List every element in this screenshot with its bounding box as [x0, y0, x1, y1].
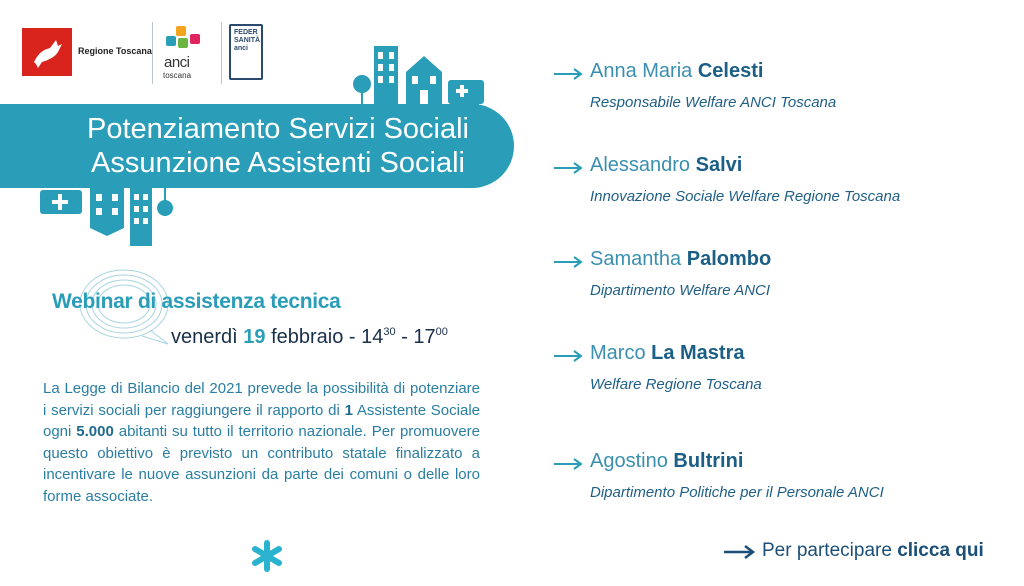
webinar-date	[171, 326, 448, 349]
arrow-right-icon	[554, 256, 584, 268]
date-prefix: venerdì	[171, 326, 244, 348]
date-month: febbraio - 14	[265, 326, 384, 348]
anci-squares-icon	[160, 24, 214, 56]
regione-toscana-label: Regione Toscana	[78, 46, 152, 56]
clicca-qui-link[interactable]: clicca qui	[897, 540, 984, 561]
date-day: 19	[243, 326, 266, 348]
federsanita-logo	[229, 24, 263, 80]
banner-title-line2: Assunzione Assistenti Sociali	[91, 147, 465, 179]
regione-toscana-logo	[22, 28, 152, 76]
speaker-name: Marco La Mastra	[590, 342, 745, 364]
logo-divider	[152, 22, 153, 84]
pegasus-flag-icon	[22, 28, 72, 76]
arrow-right-icon	[554, 350, 584, 362]
start-minutes: 30	[383, 326, 396, 338]
speaker-role: Dipartimento Politiche per il Personale ANCI	[590, 484, 884, 501]
speaker-role: Innovazione Sociale Welfare Regione Toscana	[590, 188, 901, 205]
anci-toscana-logo	[160, 24, 214, 82]
city-skyline-top-icon	[350, 44, 490, 106]
participate-link[interactable]	[724, 540, 1004, 566]
anci-sub-wordmark: toscana	[163, 71, 192, 80]
webinar-title: Webinar di assistenza tecnica	[52, 290, 341, 313]
description-paragraph: La Legge di Bilancio del 2021 prevede la possibilità di potenziare i servizi sociali per raggiungere il rapporto di 1 Assistente Sociale ogni 5.000 abitanti su tutto il territorio nazionale. Per promuovere questo obiettivo è previsto un contributo statale finalizzato a incentivare le nuove assunzioni da parte dei comuni o delle loro forme associate.	[43, 380, 480, 505]
banner-title-line1: Potenziamento Servizi Sociali	[86, 113, 469, 145]
city-skyline-bottom-icon	[38, 188, 178, 248]
end-minutes: 00	[435, 326, 448, 338]
speaker-name: Agostino Bultrini	[590, 450, 744, 472]
end-hour: - 17	[395, 326, 436, 348]
asterisk-icon	[251, 540, 283, 572]
logo-divider	[221, 22, 222, 84]
speaker-name: Alessandro Salvi	[590, 154, 743, 176]
speaker-name: Samantha Palombo	[590, 248, 772, 270]
anci-wordmark: anci	[164, 54, 190, 71]
federsanita-wordmark: FEDER SANITÀ anci	[234, 29, 261, 52]
speaker-role: Welfare Regione Toscana	[590, 376, 762, 393]
speaker-role: Dipartimento Welfare ANCI	[590, 282, 771, 299]
participate-link-text[interactable]: Per partecipare clicca qui	[762, 540, 984, 561]
banner-title	[48, 112, 508, 180]
speaker-role: Responsabile Welfare ANCI Toscana	[590, 94, 837, 111]
arrow-right-icon	[554, 458, 584, 470]
arrow-right-icon	[724, 545, 756, 559]
arrow-right-icon	[554, 68, 584, 80]
speaker-name: Anna Maria Celesti	[590, 60, 764, 82]
arrow-right-icon	[554, 162, 584, 174]
